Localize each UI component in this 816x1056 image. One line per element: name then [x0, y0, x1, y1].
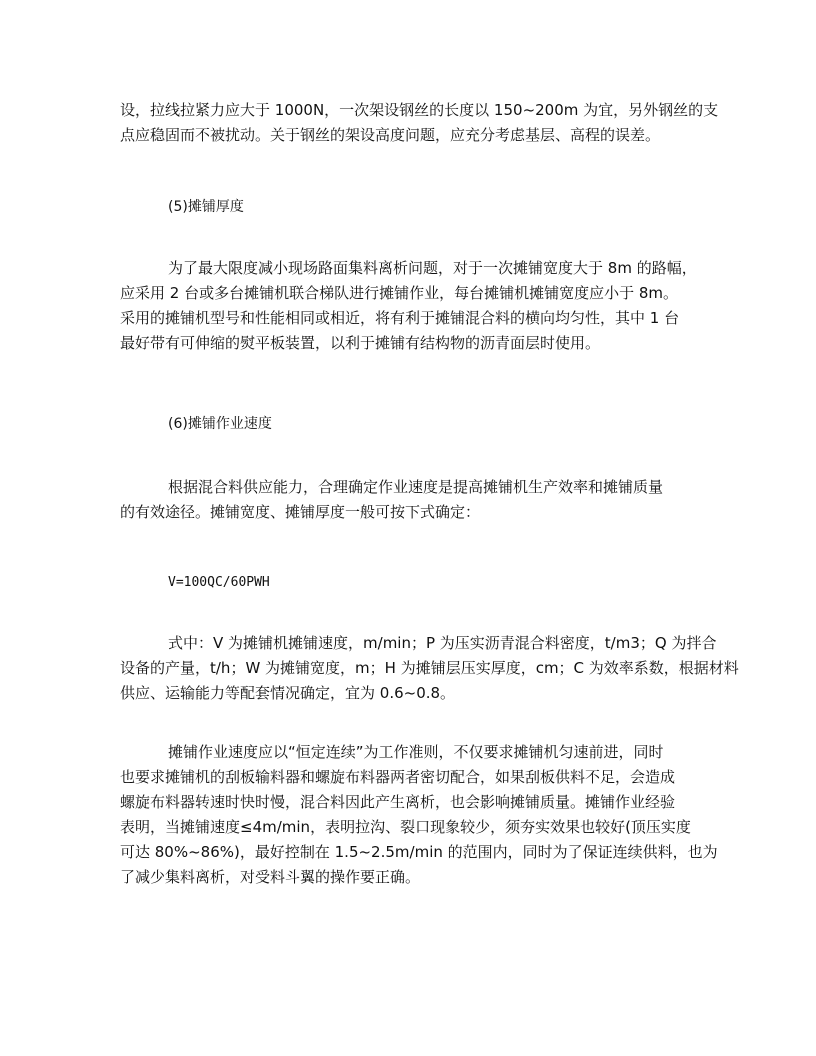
text-line: 根据混合料供应能力，合理确定作业速度是提高摊铺机生产效率和摊铺质量: [168, 478, 664, 496]
text-line: 设备的产量，t/h；W 为摊铺宽度，m；H 为摊铺层压实厚度，cm；C 为效率系数，根据材料: [120, 659, 739, 677]
text-line: 应采用 2 台或多台摊铺机联合梯队进行摊铺作业，每台摊铺机摊铺宽度应小于 8m。: [120, 284, 679, 302]
text-line: 最好带有可伸缩的熨平板装置，以利于摊铺有结构物的沥青面层时使用。: [120, 334, 601, 352]
text-line: 也要求摊铺机的刮板输料器和螺旋布料器两者密切配合，如果刮板供料不足，会造成: [120, 768, 676, 786]
text-line: 表明，当摊铺速度≤4m/min，表明拉沟、裂口现象较少，须夯实效果也较好(顶压实度: [120, 818, 691, 836]
paragraph-constant-speed: [120, 740, 718, 890]
paragraph-paving-width: [120, 256, 700, 356]
text-line: 点应稳固而不被扰动。关于钢丝的架设高度问题，应充分考虑基层、高程的误差。: [120, 126, 661, 144]
speed-formula: V=100QC/60PWH: [168, 575, 270, 590]
text-line: 可达 80%~86%)，最好控制在 1.5~2.5m/min 的范围内，同时为了保证连续供料，也为: [120, 843, 718, 861]
section-heading-paving-thickness: (5)摊铺厚度: [168, 199, 244, 215]
text-line: 采用的摊铺机型号和性能相同或相近，将有利于摊铺混合料的横向均匀性，其中 1 台: [120, 309, 680, 327]
text-line: 摊铺作业速度应以“恒定连续”为工作准则，不仅要求摊铺机匀速前进，同时: [168, 743, 664, 761]
text-line: 为了最大限度减小现场路面集料离析问题，对于一次摊铺宽度大于 8m 的路幅，: [168, 259, 697, 277]
text-line: 的有效途径。摊铺宽度、摊铺厚度一般可按下式确定：: [120, 503, 481, 521]
paragraph-formula-variables: [120, 631, 739, 706]
text-line: 式中：V 为摊铺机摊铺速度，m/min；P 为压实沥青混合料密度，t/m3；Q 为拌合: [168, 634, 717, 652]
paragraph-wire-setup: [120, 98, 719, 148]
section-heading-paving-speed: (6)摊铺作业速度: [168, 416, 272, 432]
text-line: 螺旋布料器转速时快时慢，混合料因此产生离析，也会影响摊铺质量。摊铺作业经验: [120, 793, 676, 811]
paragraph-speed-determination: [120, 475, 700, 525]
text-line: 了减少集料离析，对受料斗翼的操作要正确。: [120, 868, 421, 886]
text-line: 供应、运输能力等配套情况确定，宜为 0.6~0.8。: [120, 684, 456, 702]
text-line: 设，拉线拉紧力应大于 1000N，一次架设钢丝的长度以 150~200m 为宜，另外钢丝的支: [120, 101, 719, 119]
